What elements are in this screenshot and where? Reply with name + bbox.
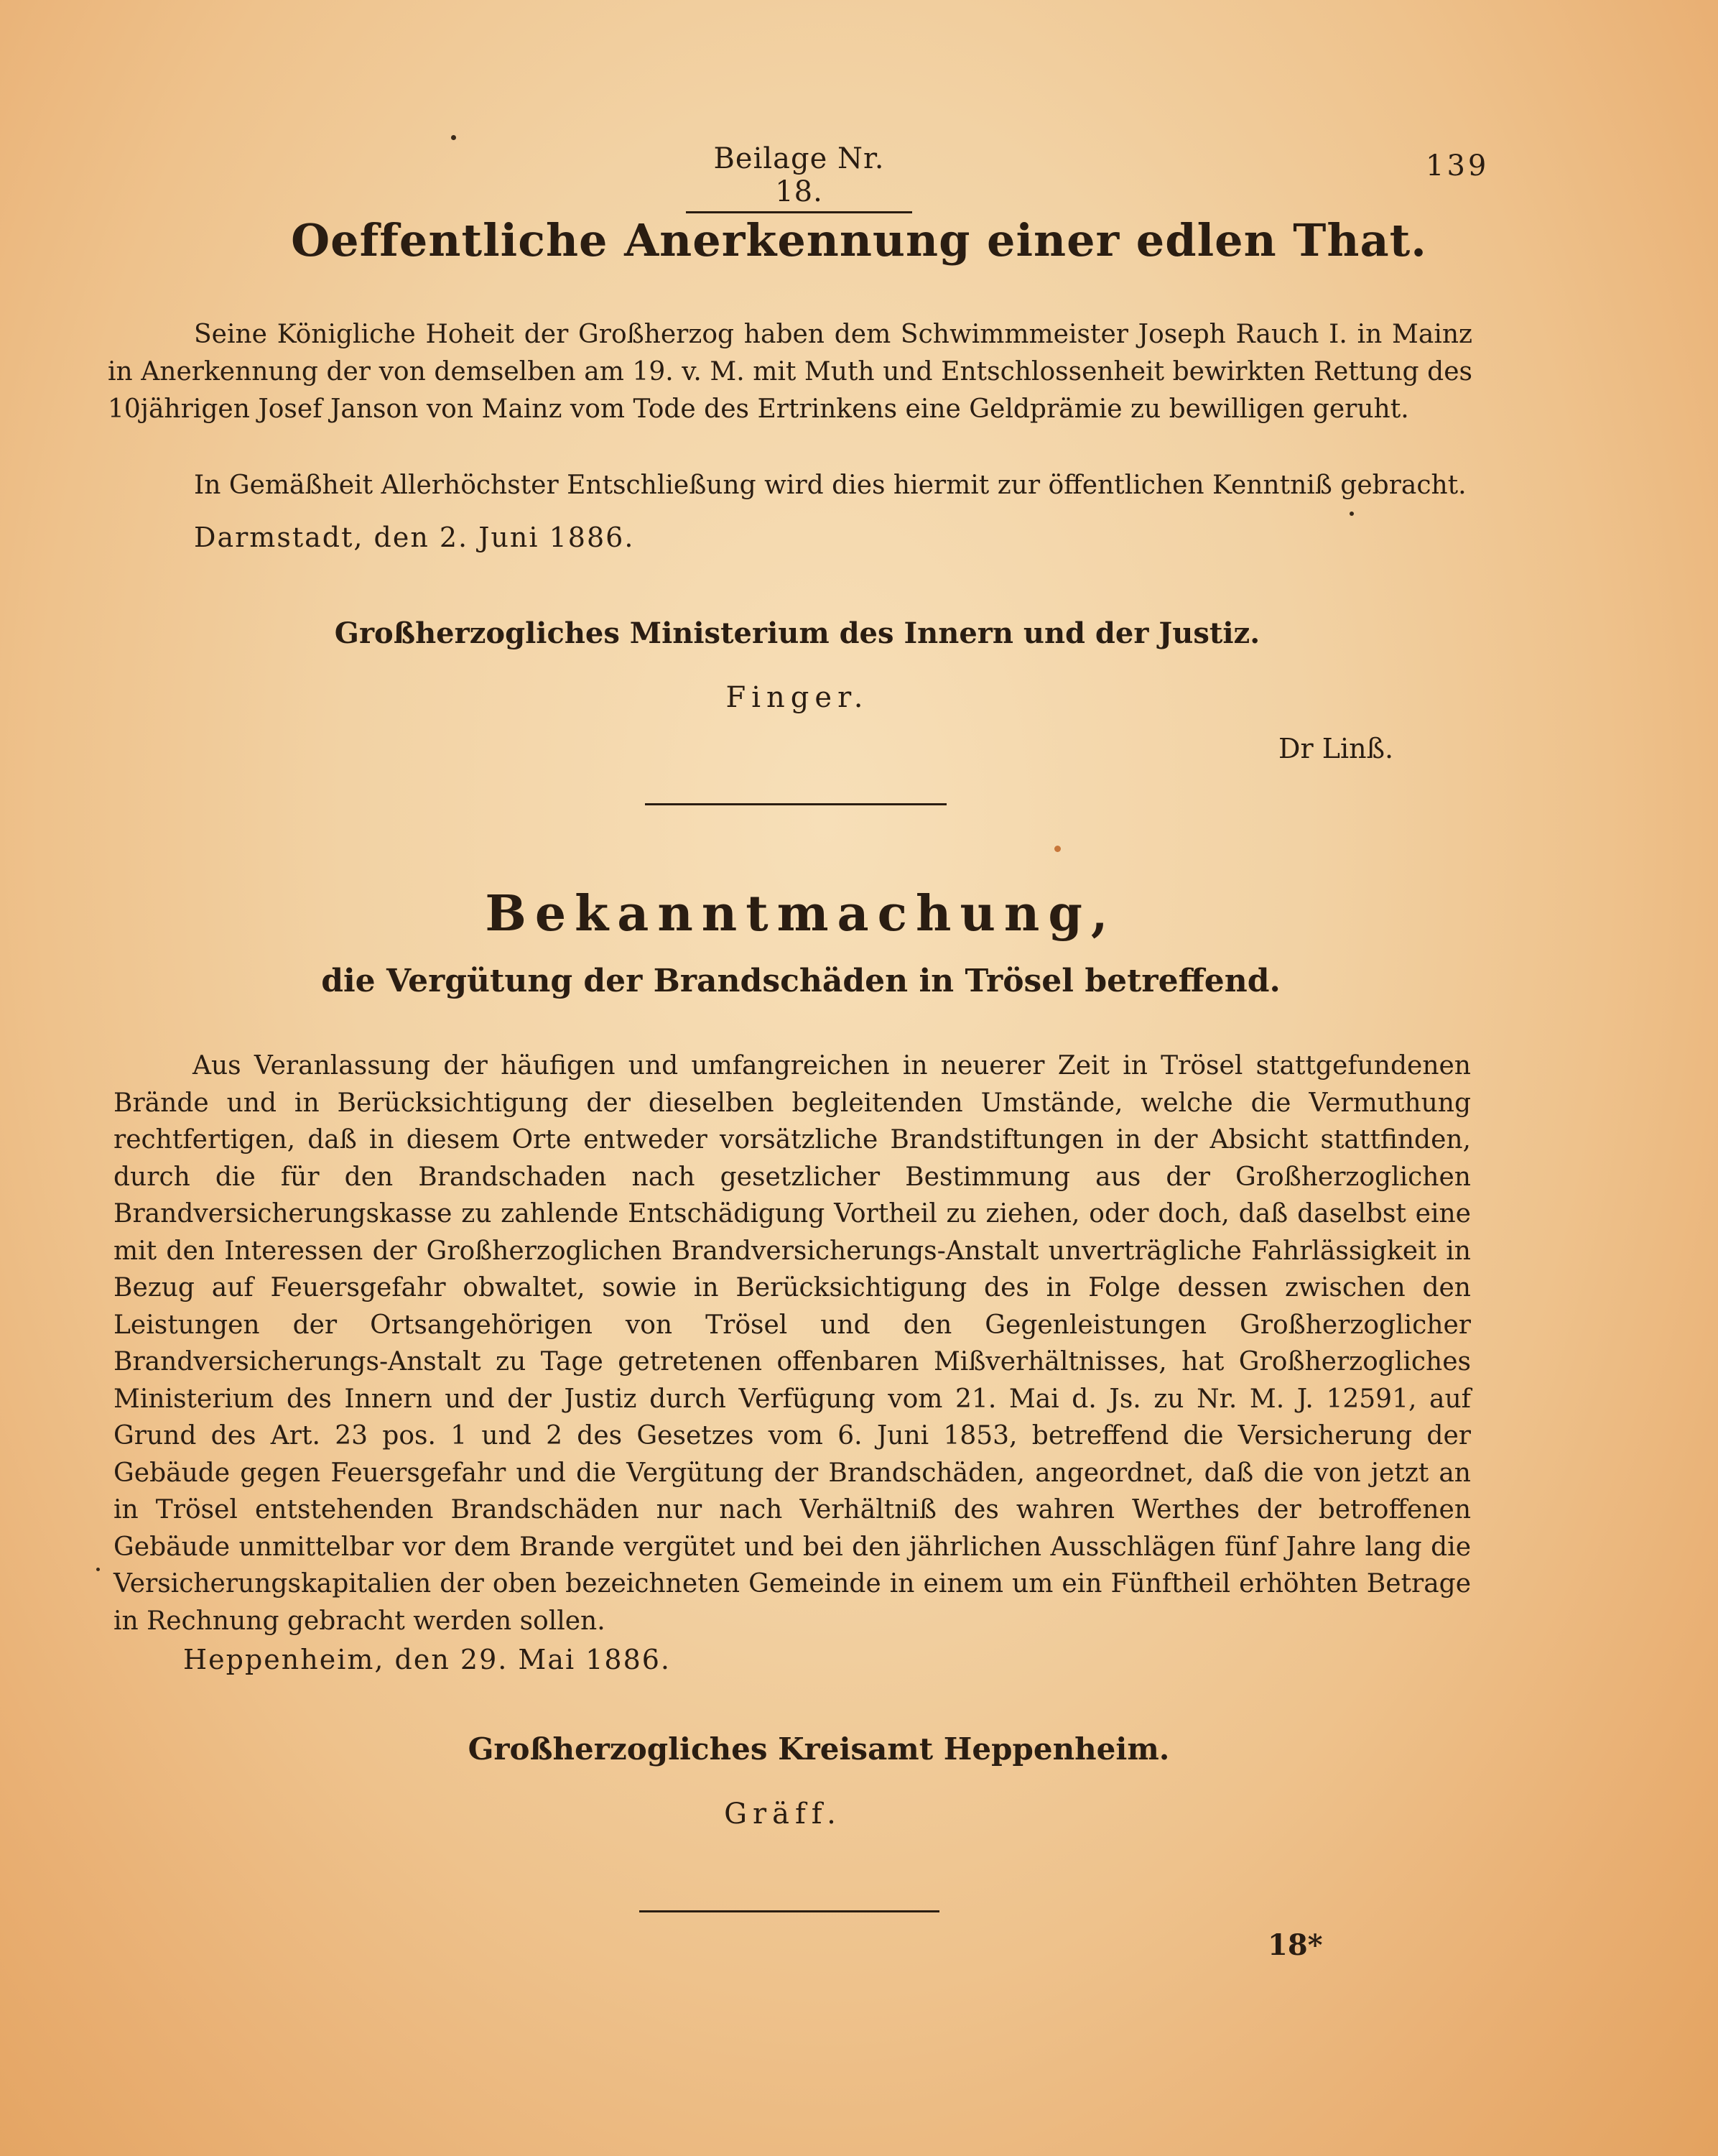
notice-paragraph-1: Seine Königliche Hoheit der Großherzog haben dem Schwimmmeister Joseph Rauch I. in Mainz in Anerkennung der von demselben am 19. v. M. mit Muth und Entschlossenheit bewirkten Rettung des 10jährigen Josef Janson von Mainz vom Tode des Ertrinkens eine Geldprämie zu bewilligen geruht. [108,320,1472,424]
signature-finger: Finger. [725,681,869,714]
sheet-signature-mark: 18* [1268,1928,1323,1962]
countersignature: Dr Linß. [1278,733,1394,764]
paper-speck [1054,846,1061,852]
section-divider [645,803,947,805]
paper-speck [96,1568,100,1571]
announcement-place-date: Heppenheim, den 29. Mai 1886. [183,1644,672,1675]
district-office-authority: Großherzogliches Kreisamt Heppenheim. [468,1731,1170,1767]
supplement-header: Beilage Nr. 18. [686,142,912,213]
paper-speck [1350,512,1354,516]
page-number: 139 [1426,149,1490,182]
notice-title: Oeffentliche Anerkennung einer edlen That. [291,214,1427,267]
end-divider [639,1910,939,1912]
announcement-paragraph: Aus Veranlassung der häufigen und umfangreichen in neuerer Zeit in Trösel stattgefundenen Brände und in Berücksichtigung der dieselben begleitenden Umstände, welche die Vermuthung rechtfertigen, daß in diesem Orte entweder vorsätzliche Brandstiftungen in der Absicht stattfinden, durch die für den Brandschaden nach gesetzlicher Bestimmung aus der Großherzoglichen Brandversicherungskasse zu zahlende Entschädigung Vortheil zu ziehen, oder doch, daß daselbst eine mit den Interessen der Großherzoglichen Brandversicherungs-Anstalt unverträgliche Fahrlässigkeit in Bezug auf Feuersgefahr obwaltet, sowie in Berücksichtigung des in Folge dessen zwischen den Leistungen der Ortsangehörigen von Trösel und den Gegenleistungen Großherzoglicher Brandversicherungs-Anstalt zu Tage getretenen offenbaren Mißverhältnisses, hat Großherzogliches Ministerium des Innern und der Justiz durch Verfügung vom 21. Mai d. Js. zu Nr. M. J. 12591, auf Grund des Art. 23 pos. 1 und 2 des Gesetzes vom 6. Juni 1853, betreffend die Versicherung der Gebäude gegen Feuersgefahr und die Vergütung der Brandschäden, angeordnet, daß die von jetzt an in Trösel entstehenden Brandschäden nur nach Verhältniß des wahren Werthes der betroffenen Gebäude unmittelbar vor dem Brande vergütet und bei den jährlichen Ausschlägen fünf Jahre lang die Versicherungskapitalien der oben bezeichneten Gemeinde in einem um ein Fünftheil erhöhten Betrage in Rechnung gebracht werden sollen. [113,1051,1471,1636]
announcement-title: Bekanntmachung, [485,885,1117,943]
signature-graeff: Gräff. [724,1798,842,1831]
notice-paragraph-2: In Gemäßheit Allerhöchster Entschließung wird dies hiermit zur öffentlichen Kenntniß gebracht. [194,471,1467,500]
ministry-authority: Großherzogliches Ministerium des Innern und der Justiz. [334,616,1260,650]
notice-place-date: Darmstadt, den 2. Juni 1886. [194,522,635,553]
paper-speck [451,135,456,140]
announcement-subtitle: die Vergütung der Brandschäden in Trösel betreffend. [321,963,1281,999]
